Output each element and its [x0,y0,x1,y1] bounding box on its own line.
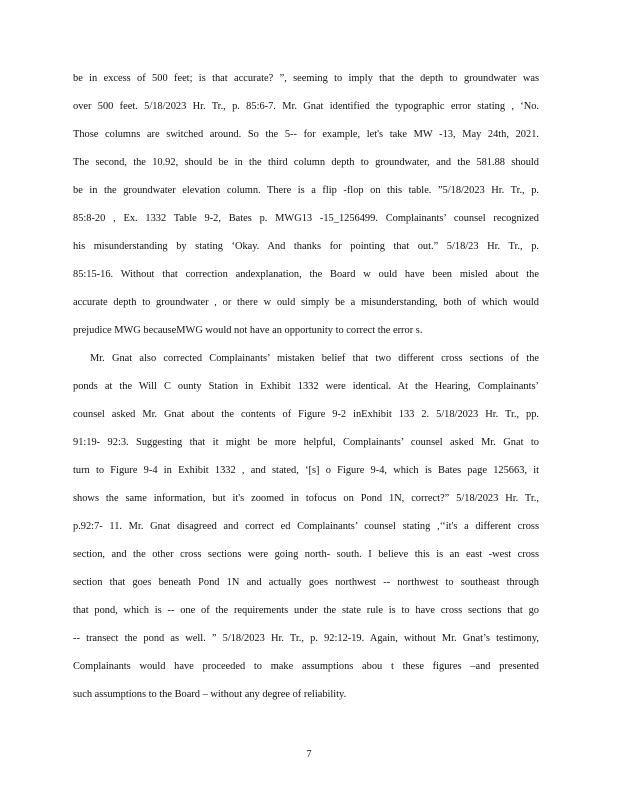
text-line: turn to Figure 9-4 in Exhibit 1332 , and stated, ‘[s] o Figure 9-4, which is Bates page 125663, it [73,465,539,476]
text-line: Those columns are switched around. So the 5-- for example, let's take MW -13, May 24th, 2021. [73,129,539,140]
text-line: accurate depth to groundwater , or there w ould simply be a misunderstanding, both of which would [73,297,539,308]
text-line: shows the same information, but it's zoomed in tofocus on Pond 1N, correct?” 5/18/2023 Hr. Tr., [73,493,539,504]
text-line: The second, the 10.92, should be in the third column depth to groundwater, and the 581.88 should [73,157,539,168]
text-line: counsel asked Mr. Gnat about the contents of Figure 9-2 inExhibit 133 2. 5/18/2023 Hr. Tr., pp. [73,409,539,420]
text-line: 91:19- 92:3. Suggesting that it might be more helpful, Complainants’ counsel asked Mr. Gnat to [73,437,539,448]
text-line: Mr. Gnat also corrected Complainants’ mistaken belief that two different cross sections of the [90,353,539,364]
text-line: ponds at the Will C ounty Station in Exhibit 1332 were identical. At the Hearing, Complainants’ [73,381,539,392]
text-line: -- transect the pond as well. ” 5/18/2023 Hr. Tr., p. 92:12-19. Again, without Mr. Gnat’s testimony, [73,633,539,644]
text-line: 85:15-16. Without that correction andexplanation, the Board w ould have been misled about the [73,269,539,280]
text-line: his misunderstanding by stating ‘Okay. And thanks for pointing that out.” 5/18/23 Hr. Tr., p. [73,241,539,252]
text-line: be in excess of 500 feet; is that accurate? ”, seeming to imply that the depth to groundwater was [73,73,539,84]
text-line: prejudice MWG becauseMWG would not have an opportunity to correct the error s. [73,325,423,336]
text-line: over 500 feet. 5/18/2023 Hr. Tr., p. 85:6-7. Mr. Gnat identified the typographic error stating , ‘No. [73,101,539,112]
page-number: 7 [306,749,312,760]
text-line: be in the groundwater elevation column. There is a flip -flop on this table. ”5/18/2023 Hr. Tr., p. [73,185,539,196]
text-line: Complainants would have proceeded to make assumptions abou t these figures –and presented [73,661,539,672]
text-line: 85:8-20 , Ex. 1332 Table 9-2, Bates p. MWG13 -15_1256499. Complainants’ counsel recognized [73,213,539,224]
text-line: p.92:7- 11. Mr. Gnat disagreed and correct ed Complainants’ counsel stating ,‘‘it's a different cross [73,521,539,532]
text-line: that pond, which is -- one of the requirements under the state rule is to have cross sections that go [73,605,539,616]
text-line: section, and the other cross sections were going north- south. I believe this is an east -west cross [73,549,539,560]
text-line: such assumptions to the Board – without any degree of reliability. [73,689,347,700]
text-line: section that goes beneath Pond 1N and actually goes northwest -- northwest to southeast through [73,577,539,588]
